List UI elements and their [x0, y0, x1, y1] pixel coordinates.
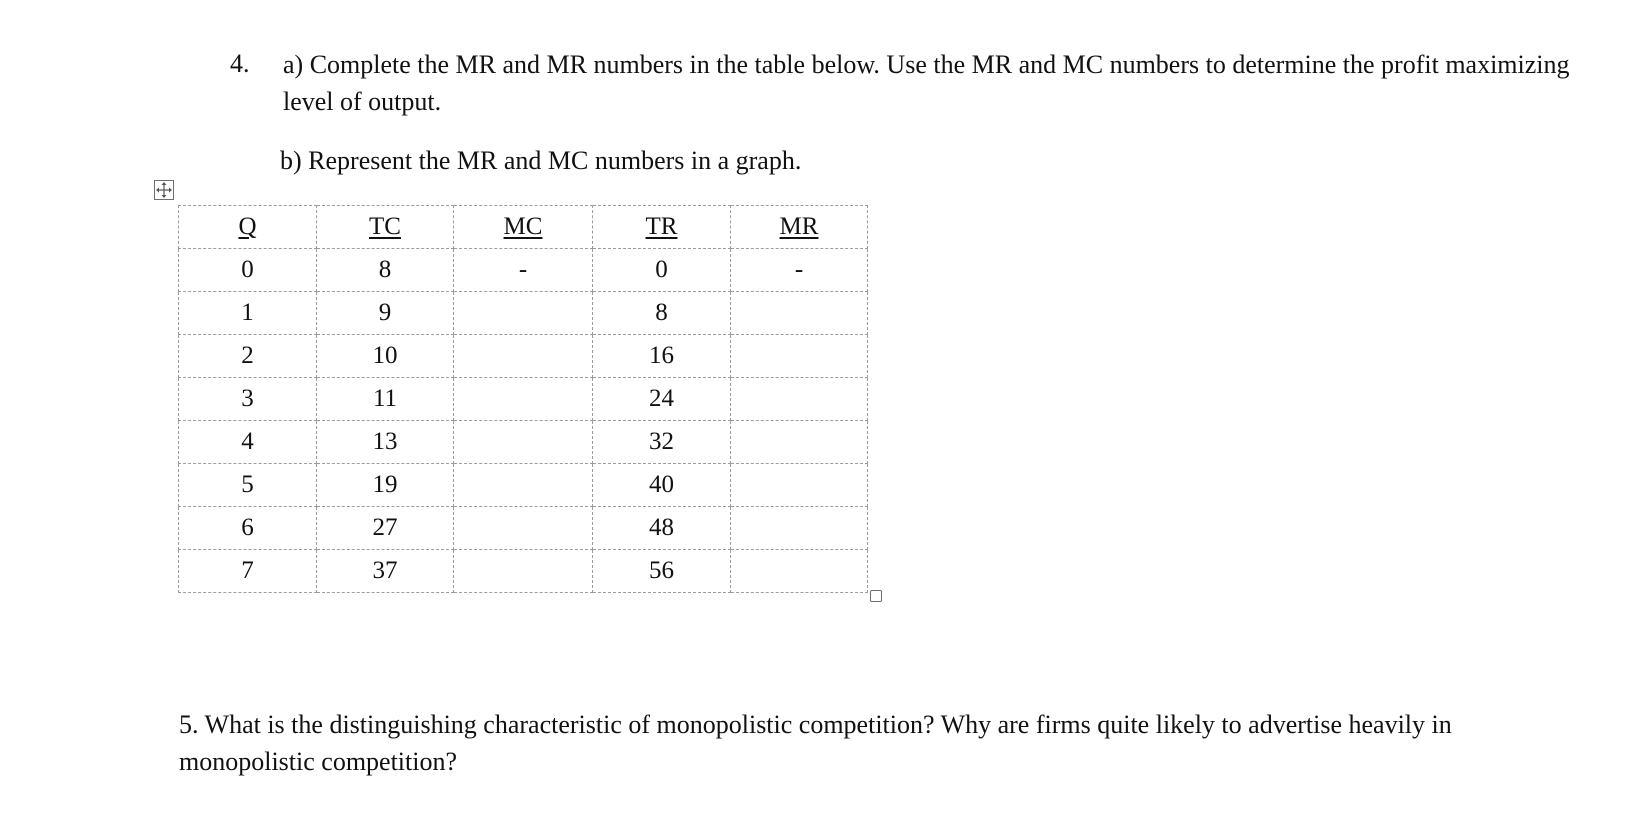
cell-tr: 16 [593, 335, 731, 378]
cell-q: 7 [179, 550, 317, 593]
cell-q: 0 [179, 249, 317, 292]
question-4-part-a: a) Complete the MR and MR numbers in the table below. Use the MR and MC numbers to determine the profit maximizing level of output. [283, 50, 1570, 116]
cell-mr[interactable] [731, 550, 868, 593]
cell-mr[interactable] [731, 335, 868, 378]
cell-tc: 27 [317, 507, 454, 550]
cell-tr: 40 [593, 464, 731, 507]
table-row [179, 550, 868, 593]
question-4-number: 4. [230, 49, 250, 78]
cell-mc[interactable] [454, 464, 593, 507]
cell-mc[interactable] [454, 335, 593, 378]
cell-tc: 13 [317, 421, 454, 464]
cell-q: 5 [179, 464, 317, 507]
header-tr: TR [593, 206, 731, 249]
cell-q: 6 [179, 507, 317, 550]
cell-tr: 0 [593, 249, 731, 292]
cell-mc[interactable] [454, 378, 593, 421]
cell-tr: 32 [593, 421, 731, 464]
cell-mr[interactable]: - [731, 249, 868, 292]
cell-mc[interactable] [454, 421, 593, 464]
move-arrows-icon[interactable] [154, 180, 174, 200]
cell-q: 2 [179, 335, 317, 378]
cell-mc[interactable]: - [454, 249, 593, 292]
cell-tr: 8 [593, 292, 731, 335]
cell-tc: 11 [317, 378, 454, 421]
cell-tc: 9 [317, 292, 454, 335]
cell-mc[interactable] [454, 507, 593, 550]
cell-mc[interactable] [454, 550, 593, 593]
header-q: Q [179, 206, 317, 249]
cost-revenue-table [178, 205, 868, 593]
table-row [179, 464, 868, 507]
cell-tc: 19 [317, 464, 454, 507]
cell-tc: 10 [317, 335, 454, 378]
table-header-row [179, 206, 868, 249]
cell-q: 1 [179, 292, 317, 335]
cell-mr[interactable] [731, 292, 868, 335]
header-mc: MC [454, 206, 593, 249]
cell-mr[interactable] [731, 378, 868, 421]
cell-mr[interactable] [731, 421, 868, 464]
cell-q: 4 [179, 421, 317, 464]
table-row [179, 292, 868, 335]
cell-tr: 48 [593, 507, 731, 550]
table-row [179, 421, 868, 464]
question-5-text: 5. What is the distinguishing characteristic of monopolistic competition? Why are firms quite likely to advertise heavily in monopolistic competition? [179, 710, 1452, 776]
resize-square-icon[interactable] [870, 590, 882, 602]
cell-tc: 37 [317, 550, 454, 593]
header-tc: TC [317, 206, 454, 249]
cell-mr[interactable] [731, 507, 868, 550]
question-4-part-b: b) Represent the MR and MC numbers in a graph. [280, 146, 802, 175]
cell-tr: 56 [593, 550, 731, 593]
cell-mc[interactable] [454, 292, 593, 335]
cell-q: 3 [179, 378, 317, 421]
table-row [179, 507, 868, 550]
cell-mr[interactable] [731, 464, 868, 507]
header-mr: MR [731, 206, 868, 249]
cell-tc: 8 [317, 249, 454, 292]
table-row [179, 335, 868, 378]
cell-tr: 24 [593, 378, 731, 421]
table-row [179, 378, 868, 421]
table-row [179, 249, 868, 292]
